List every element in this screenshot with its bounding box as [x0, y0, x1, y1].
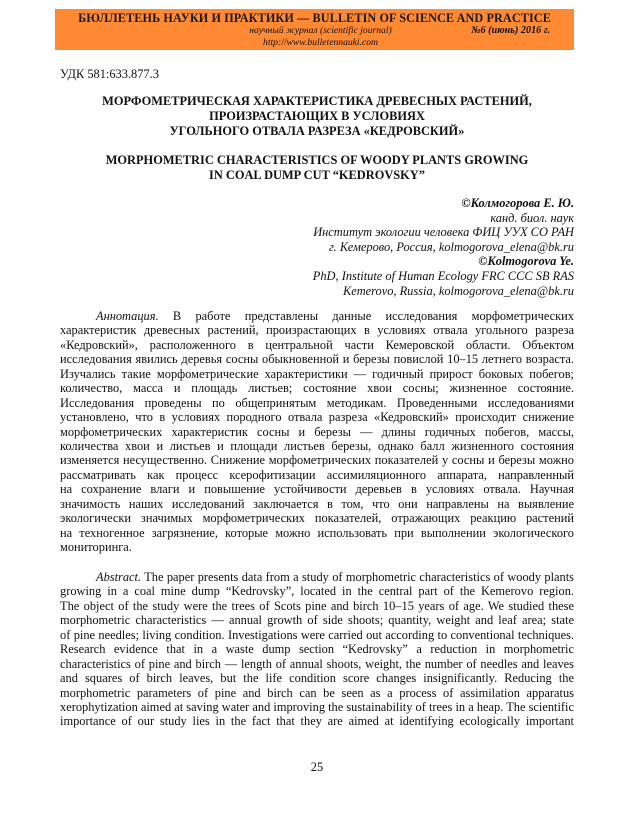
author-location-ru: г. Кемерово, Россия, kolmogorova_elena@bk.ru	[328, 239, 574, 254]
abstract-line: morphometric parameters of pine and birch can be seen as a process of assimilation apparatus	[60, 685, 574, 700]
annotation-line: экологически значимых морфометрических показателей, отражающих реакцию растений	[60, 511, 574, 526]
abstract-label: Abstract.	[96, 570, 142, 584]
author-name-ru: ©Колмогорова Е. Ю.	[461, 196, 574, 210]
title-en-line: MORPHOMETRIC CHARACTERISTICS OF WOODY PLANTS GROWING	[105, 153, 529, 167]
annotation-line: количества хвои и листьев и площади листьев березы, однако балл жизненного состояния	[60, 438, 574, 453]
abstract-line: of pine needles; living condition. Investigations were carried out according to conventional techniques.	[60, 627, 574, 642]
abstract-line: The object of the study were the trees of Scots pine and birch 10–15 years of age. We studied these	[60, 598, 574, 613]
author-degree-ru: канд. биол. наук	[490, 210, 574, 225]
author-institute-ru: Институт экологии человека ФИЦ УУХ СО РАН	[313, 225, 574, 240]
title-russian	[60, 94, 574, 138]
abstract-line: and squares of birch leaves, but the life condition score changes insignificantly. Reducing the	[60, 671, 574, 686]
title-ru-line: ПРОИЗРАСТАЮЩИХ В УСЛОВИЯХ	[209, 108, 425, 123]
abstract-line: growing in a coal mine dump “Kedrovsky”, located in the central part of the Kemerovo region.	[60, 584, 574, 599]
abstract-line: morphometric characteristics — annual growth of side shoots; quantity, weight and leaf area; state	[60, 613, 574, 628]
title-ru-line: УГОЛЬНОГО ОТВАЛА РАЗРЕЗА «КЕДРОВСКИЙ»	[169, 123, 465, 138]
journal-header-banner	[55, 9, 574, 50]
annotation-line: Изучались такие морфометрические характеристики — годичный прирост боковых побегов;	[60, 366, 574, 381]
annotation-line: установлено, что в условиях породного отвала разреза «Кедровский» происходит снижение	[60, 410, 574, 425]
annotation-line: на техногенное загрязнение, которые можно использовать при выполнении экологического	[60, 525, 574, 540]
journal-subtitle-row	[55, 25, 574, 37]
annotation-line: Исследования проведены по общепринятым методикам. Проведенными исследованиями	[60, 395, 574, 410]
annotation-line: Аннотация. В работе представлены данные исследования морфометрических	[96, 309, 574, 323]
title-ru-line: МОРФОМЕТРИЧЕСКАЯ ХАРАКТЕРИСТИКА ДРЕВЕСНЫХ РАСТЕНИЙ,	[102, 94, 532, 108]
title-english	[60, 153, 574, 183]
annotation-line: «Кедровский», расположенного в центральной части Кемеровской области. Объектом	[60, 337, 574, 352]
title-en-line: IN COAL DUMP CUT “KEDROVSKY”	[209, 167, 425, 182]
annotation-line: характеристик древесных растений, произрастающих в условиях отвала угольного разреза	[60, 323, 574, 338]
annotation-line: количество, масса и площадь листьев; состояние хвои сосны; жизненное состояние.	[60, 381, 574, 396]
annotation-line: исследования явились деревья сосны обыкновенной и березы повислой 10–15 летнего возраста.	[60, 352, 574, 367]
abstract-paragraph	[60, 570, 574, 729]
annotation-line: на сохранение влаги и повышение устойчивости деревьев в условиях отвала. Научная	[60, 482, 574, 497]
abstract-line: importance of our study lies in the fact that they are aimed at identifying ecologically important	[60, 714, 574, 729]
abstract-line: characteristics of pine and birch — length of annual shoots, weight, the number of needles and leaves	[60, 656, 574, 671]
author-name-en: ©Kolmogorova Ye.	[478, 254, 574, 269]
annotation-line: морфометрических характеристик сосны и березы — длины годичных побегов, массы,	[60, 424, 574, 439]
annotation-line: значимость наших исследований заключается в том, что они направлены на выявление	[60, 496, 574, 511]
issue-number: №6 (июнь) 2016 г.	[471, 25, 550, 36]
page-number: 25	[310, 760, 324, 774]
udk-code: УДК 581:633.877.3	[60, 67, 159, 81]
journal-url[interactable]: http://www.bulletennauki.com	[263, 37, 378, 48]
annotation-line: изменяется несущественно. Снижение морфометрических показателей у сосны и березы можно	[60, 453, 574, 468]
author-location-en: Kemerovo, Russia, kolmogorova_elena@bk.ru	[342, 283, 574, 298]
author-block	[313, 196, 574, 298]
abstract-line: xerophytization aimed at saving water and improving the sustainability of trees in a heap. The scientific	[60, 699, 574, 714]
author-institute-en: PhD, Institute of Human Ecology FRC CCC SB RAS	[312, 268, 574, 283]
journal-subtitle: научный журнал (scientific journal)	[249, 25, 392, 36]
abstract-line: Research evidence that in a waste dump section “Kedrovsky” a reduction in morphometric	[60, 642, 574, 657]
abstract-line: Abstract. The paper presents data from a study of morphometric characteristics of woody plants	[96, 570, 574, 584]
annotation-line: рассматривать как процесс ксерофитизации ассимиляционного аппарата, направленный	[60, 467, 574, 482]
annotation-label: Аннотация.	[96, 309, 159, 323]
annotation-line: мониторинга.	[60, 540, 132, 554]
annotation-paragraph	[60, 309, 574, 554]
journal-title: БЮЛЛЕТЕНЬ НАУКИ И ПРАКТИКИ — BULLETIN OF SCIENCE AND PRACTICE	[78, 11, 551, 25]
